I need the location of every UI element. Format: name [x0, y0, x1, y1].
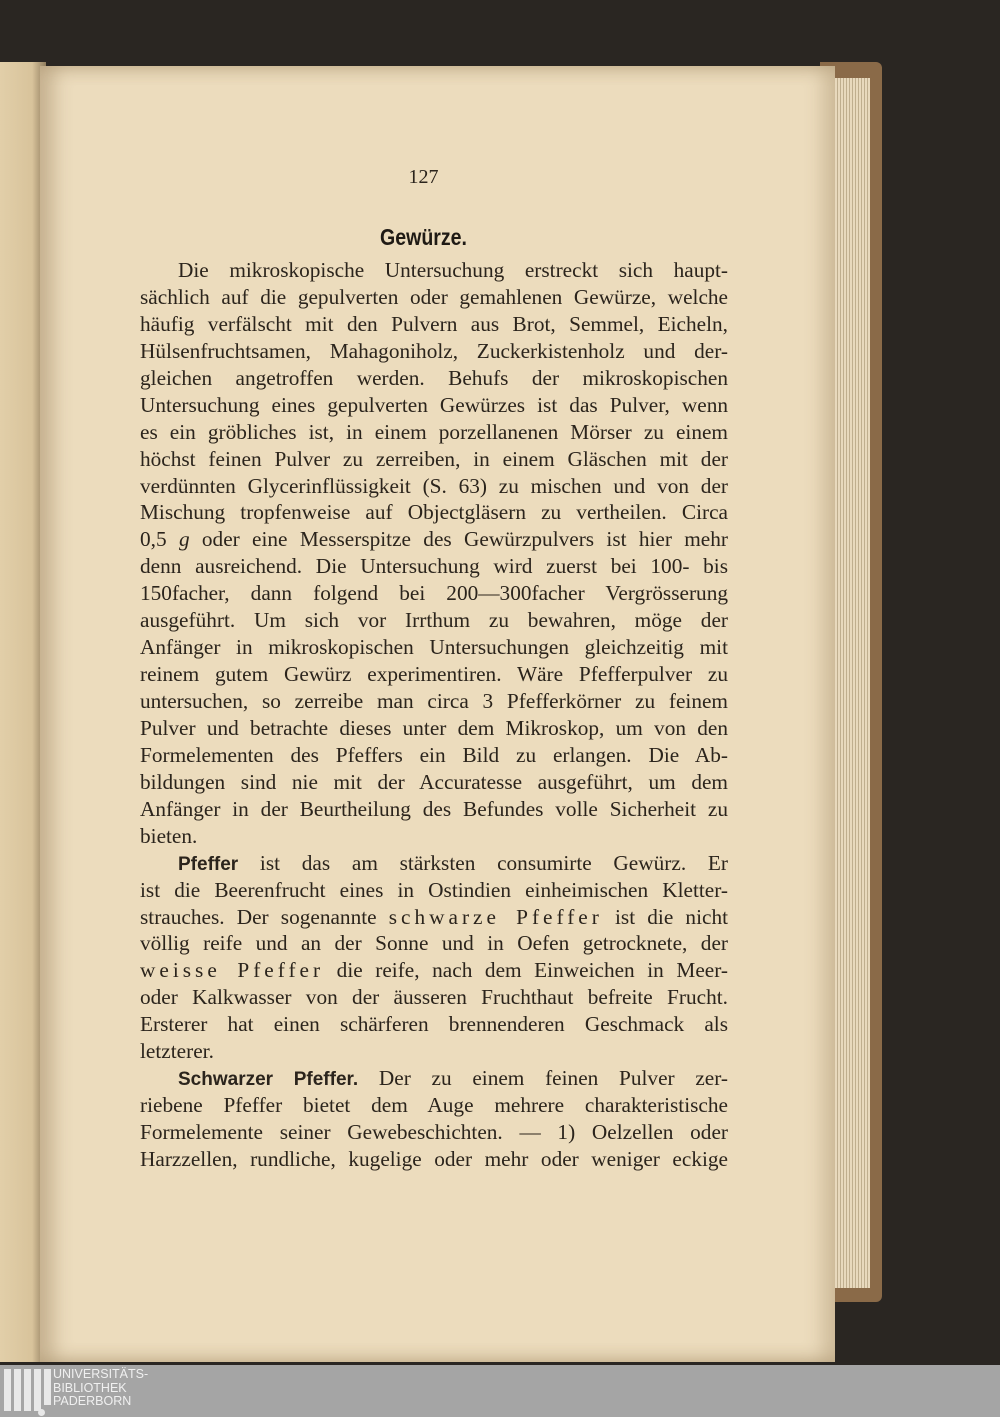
logo-line: PADERBORN	[53, 1394, 132, 1408]
text-span: Formelemente seiner Gewebeschichten. — 1) Oelzellen oder	[140, 1120, 728, 1144]
text-span: völlig reife und an der Sonne und in Oefen getrocknete, der	[140, 931, 728, 956]
text-span: ist die Beerenfrucht eines in Ostindien einheimischen Kletter-	[140, 877, 728, 902]
text-span: oder eine Messerspitze des Gewürzpulvers ist hier mehr	[189, 527, 728, 552]
text-span: Mischung tropfenweise auf Objectgläsern zu vertheilen. Circa	[140, 500, 728, 525]
text-line	[140, 284, 728, 311]
text-line	[140, 930, 728, 957]
text-span: oder Kalkwasser von der äusseren Fruchthaut befreite Frucht.	[140, 985, 728, 1010]
text-span: denn ausreichend. Die Untersuchung wird zuerst bei 100- bis	[140, 554, 728, 579]
text-span: die reife, nach dem Einweichen in Meer-	[324, 958, 728, 983]
text-line	[140, 392, 728, 419]
text-span: riebene Pfeffer bietet dem Auge mehrere charakteristische	[140, 1093, 728, 1118]
text-span: Untersuchung eines gepulverten Gewürzes ist das Pulver, wenn	[140, 392, 728, 417]
text-span: Anfänger in der Beurtheilung des Befundes volle Sicherheit zu	[140, 796, 728, 821]
text-span: bieten.	[140, 823, 198, 848]
text-span: gleichen angetroffen werden. Behufs der mikroskopischen	[140, 365, 728, 390]
text-span: ausgeführt. Um sich vor Irrthum zu bewahren, möge der	[140, 608, 728, 633]
text-span: Die mikroskopische Untersuchung erstreckt sich haupt-	[178, 258, 728, 282]
text-line	[140, 957, 728, 984]
bold-term: Schwarzer Pfeffer.	[178, 1069, 359, 1091]
text-span: untersuchen, so zerreibe man circa 3 Pfefferkörner zu feinem	[140, 689, 728, 713]
library-footer	[0, 1365, 1000, 1417]
text-span: Formelementen des Pfeffers ein Bild zu erlangen. Die Ab-	[140, 742, 728, 767]
book-page	[40, 66, 835, 1362]
text-line	[140, 1146, 728, 1173]
text-span: g	[178, 527, 190, 552]
text-span: letzterer.	[140, 1039, 214, 1064]
text-line	[140, 984, 728, 1011]
text-span: Der zu einem feinen Pulver zer-	[358, 1066, 728, 1091]
text-span: sächlich auf die gepulverten oder gemahlenen Gewürze, welche	[140, 284, 728, 309]
text-line	[140, 1065, 728, 1092]
text-line	[140, 1011, 728, 1038]
text-span: Hülsenfruchtsamen, Mahagoniholz, Zuckerkistenholz und der-	[140, 338, 728, 363]
text-span: strauches. Der sogenannte	[140, 904, 389, 929]
text-span: Ersterer hat einen schärferen brennenderen Geschmack als	[140, 1012, 728, 1037]
text-line	[140, 607, 728, 634]
spaced-term: weisse Pfeffer	[140, 958, 325, 983]
text-span: Pulver und betrachte dieses unter dem Mikroskop, um von den	[140, 715, 728, 740]
text-line	[140, 419, 728, 446]
text-line	[140, 446, 728, 473]
text-line	[140, 688, 728, 715]
text-span: ist die nicht	[602, 904, 729, 929]
spaced-term: schwarze Pfeffer	[388, 904, 603, 929]
text-line	[140, 769, 728, 796]
text-span: häufig verfälscht mit den Pulvern aus Brot, Semmel, Eicheln,	[140, 311, 728, 336]
text-span: verdünnten Glycerinflüssigkeit (S. 63) zu mischen und von der	[140, 473, 728, 498]
text-span: reinem gutem Gewürz experimentiren. Wäre Pfefferpulver zu	[140, 662, 728, 687]
text-line	[140, 904, 728, 931]
text-line	[140, 553, 728, 580]
text-line	[140, 580, 728, 607]
text-span: ist das am stärksten consumirte Gewürz. Er	[238, 850, 728, 875]
text-line	[140, 1038, 728, 1065]
text-line	[140, 1092, 728, 1119]
text-line	[140, 715, 728, 742]
text-line	[140, 338, 728, 365]
body-text	[140, 257, 728, 1173]
text-line	[140, 661, 728, 688]
text-span: 150facher, dann folgend bei 200—300facher Vergrösserung	[140, 581, 728, 606]
text-line	[140, 742, 728, 769]
logo-dot-icon	[38, 1409, 45, 1416]
logo-line: BIBLIOTHEK	[53, 1380, 127, 1395]
logo-line: UNIVERSITÄTS-	[53, 1367, 149, 1381]
section-heading: Gewürze.	[380, 224, 467, 250]
bold-term: Pfeffer	[178, 853, 239, 875]
text-span: Anfänger in mikroskopischen Untersuchungen gleichzeitig mit	[140, 635, 728, 660]
text-line	[140, 499, 728, 526]
text-line	[140, 473, 728, 500]
text-line	[140, 365, 728, 392]
text-line	[140, 311, 728, 338]
text-span: es ein gröbliches ist, in einem porzellanenen Mörser zu einem	[140, 419, 728, 444]
text-span: Harzzellen, rundliche, kugelige oder mehr oder weniger eckige	[140, 1146, 728, 1171]
text-line	[140, 877, 728, 904]
text-span: 0,5	[140, 527, 179, 552]
text-line	[140, 850, 728, 877]
text-line	[140, 634, 728, 661]
page-number: 127	[408, 166, 439, 188]
text-line	[140, 796, 728, 823]
text-line	[140, 257, 728, 284]
library-logo-text	[53, 1368, 148, 1409]
text-line	[140, 823, 728, 850]
text-line	[140, 1119, 728, 1146]
text-span: bildungen sind nie mit der Accuratesse ausgeführt, um dem	[140, 769, 728, 794]
text-line	[140, 526, 728, 553]
text-span: höchst feinen Pulver zu zerreiben, in einem Gläschen mit der	[140, 446, 728, 471]
